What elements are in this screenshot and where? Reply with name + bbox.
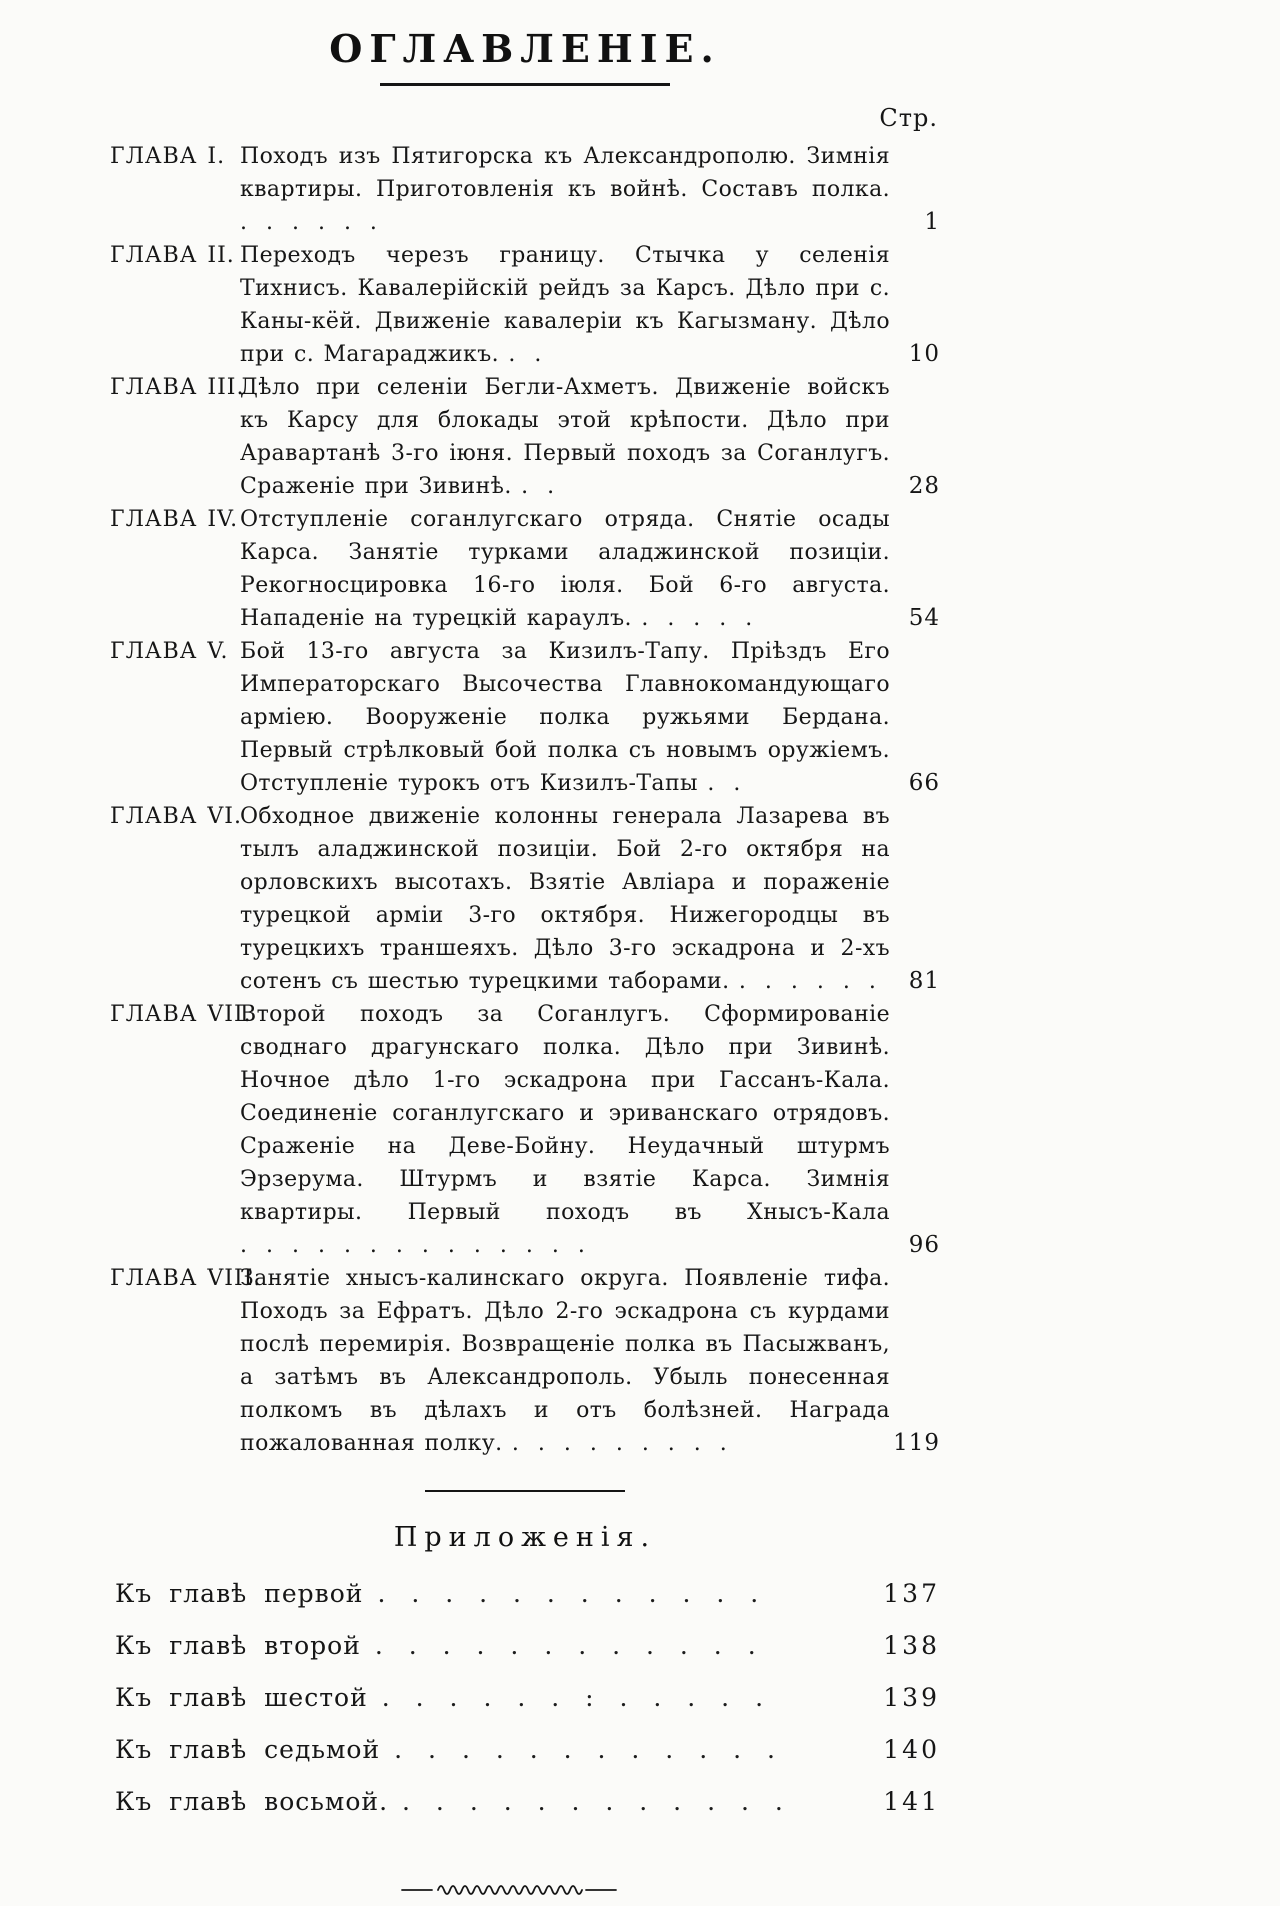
page-number: 66 <box>908 770 940 796</box>
page-column-header: Стр. <box>879 104 938 132</box>
chapter-summary <box>240 800 890 998</box>
appendix-row <box>110 1579 940 1631</box>
appendix-label: Къ главѣ восьмой. <box>115 1787 389 1816</box>
chapter-label: ГЛАВА VIII. <box>110 1266 262 1291</box>
section-divider <box>425 1490 625 1492</box>
chapter-text: Занятіе хнысъ-калинскаго округа. Появленіе тифа. Походъ за Ефратъ. Дѣло 2-го эскадрона съ курдами послѣ перемирія. Возвращеніе полка въ Пасыжванъ, а затѣмъ въ Александрополь. Убыль понесенная полкомъ въ дѣлахъ и отъ болѣзней. Награда пожалованная полку. <box>240 1266 890 1456</box>
chapter-text: Обходное движеніе колонны генерала Лазарева въ тылъ аладжинской позиціи. Бой 2-го октября на орловскихъ высотахъ. Взятіе Авліара и пораженіе турецкой арміи 3-го октября. Нижегородцы въ турецкихъ траншеяхъ. Дѣло 3-го эскадрона и 2-хъ сотенъ съ шестью турецкими таборами. <box>240 804 890 994</box>
leader-dots: . . . . . <box>641 606 758 631</box>
chapter-summary <box>240 998 890 1262</box>
chapter-label: ГЛАВА VII. <box>110 1002 252 1027</box>
chapter-summary <box>240 239 890 371</box>
toc-entry <box>110 1262 940 1460</box>
page-number: 96 <box>908 1232 940 1258</box>
appendix-label: Къ главѣ второй <box>115 1631 361 1660</box>
leader-dots: . . <box>707 771 746 796</box>
chapter-summary <box>240 140 890 239</box>
appendix-row <box>110 1787 940 1839</box>
appendix-page-number: 141 <box>883 1787 940 1816</box>
appendix-page-number: 138 <box>883 1631 940 1660</box>
toc-entry <box>110 140 940 239</box>
chapter-label: ГЛАВА IV. <box>110 507 239 532</box>
chapter-summary <box>240 635 890 800</box>
appendix-page-number: 140 <box>883 1735 940 1764</box>
appendix-dots: . . . . . . . . . . . . <box>374 1631 765 1660</box>
toc-entries <box>110 140 940 1460</box>
page-title: ОГЛАВЛЕНІЕ. <box>329 26 721 71</box>
chapter-label: ГЛАВА VI. <box>110 804 242 829</box>
leader-dots: . . <box>508 342 547 367</box>
end-ornament <box>110 1881 940 1903</box>
chapter-text: Бой 13-го августа за Кизилъ-Тапу. Пріѣздъ Его Императорскаго Высочества Главнокомандующаго арміею. Вооруженіе полка ружьями Бердана. Первый стрѣлковый бой полка съ новымъ оружіемъ. Отступленіе турокъ отъ Кизилъ-Тапы <box>240 639 890 796</box>
toc-entry <box>110 371 940 503</box>
page-number: 81 <box>908 968 940 994</box>
chapter-summary <box>240 371 890 503</box>
page-content <box>110 0 940 1903</box>
chapter-label: ГЛАВА II. <box>110 243 235 268</box>
leader-dots: . . . . . . . . . <box>511 1431 732 1456</box>
appendix-dots: . . . . . . . . . . . . <box>394 1735 784 1764</box>
leader-dots: . . <box>521 474 560 499</box>
chapter-text: Походъ изъ Пятигорска къ Александрополю. Зимнія квартиры. Приготовленія къ войнѣ. Составъ полка. <box>240 144 890 202</box>
page-number: 54 <box>908 605 940 631</box>
chapter-text: Второй походъ за Соганлугъ. Сформированіе своднаго драгунскаго полка. Дѣло при Зивинѣ. Ночное дѣло 1-го эскадрона при Гассанъ-Кала. Соединеніе соганлугскаго и эриванскаго отрядовъ. Сраженіе на Деве-Бойну. Неудачный штурмъ Эрзерума. Штурмъ и взятіе Карса. Зимнія квартиры. Первый походъ въ Хнысъ-Кала <box>240 1002 890 1225</box>
chapter-text: Переходъ черезъ границу. Стычка у селенія Тихнисъ. Кавалерійскій рейдъ за Карсъ. Дѣло при с. Каны-кёй. Движеніе кавалеріи къ Кагызману. Дѣло при с. Магараджикъ. <box>240 243 890 367</box>
chapter-label: ГЛАВА III. <box>110 375 245 400</box>
chapter-text: Дѣло при селеніи Бегли-Ахметъ. Движеніе войскъ къ Карсу для блокады этой крѣпости. Дѣло при Аравартанѣ 3-го іюня. Первый походъ за Соганлугъ. Сраженіе при Зивинѣ. <box>240 375 890 499</box>
leader-dots: . . . . . . <box>240 210 382 235</box>
leader-dots: . . . . . . . . . . . . . . <box>240 1233 590 1258</box>
appendix-page-number: 139 <box>883 1683 940 1712</box>
toc-entry <box>110 635 940 800</box>
chapter-label: ГЛАВА V. <box>110 639 229 664</box>
appendix-dots: . . . . . . : . . . . . <box>381 1683 773 1712</box>
appendix-label: Къ главѣ шестой <box>115 1683 368 1712</box>
appendix-row <box>110 1631 940 1683</box>
appendix-page-number: 137 <box>883 1579 940 1608</box>
appendix-row <box>110 1735 940 1787</box>
title-rule <box>380 83 670 86</box>
appendix-row <box>110 1683 940 1735</box>
toc-entry <box>110 800 940 998</box>
appendix-dots: . . . . . . . . . . . . <box>402 1787 792 1816</box>
page-number: 28 <box>908 473 940 499</box>
chapter-text: Отступленіе соганлугскаго отряда. Снятіе осады Карса. Занятіе турками аладжинской позиціи. Рекогносцировка 16-го іюля. Бой 6-го августа. Нападеніе на турецкій караулъ. <box>240 507 890 631</box>
page-number: 10 <box>908 341 940 367</box>
leader-dots: . . . . . . <box>738 969 881 994</box>
toc-entry <box>110 503 940 635</box>
page-number: 1 <box>924 209 940 235</box>
appendix-list <box>110 1579 940 1839</box>
chapter-summary <box>240 503 890 635</box>
page-number: 119 <box>893 1430 940 1456</box>
appendix-title: Приложенія. <box>393 1522 657 1553</box>
chapter-summary <box>240 1262 890 1460</box>
toc-entry <box>110 998 940 1262</box>
chapter-label: ГЛАВА I. <box>110 144 226 169</box>
appendix-dots: . . . . . . . . . . . . <box>377 1579 768 1608</box>
toc-entry <box>110 239 940 371</box>
appendix-label: Къ главѣ седьмой <box>115 1735 381 1764</box>
appendix-label: Къ главѣ первой <box>115 1579 364 1608</box>
